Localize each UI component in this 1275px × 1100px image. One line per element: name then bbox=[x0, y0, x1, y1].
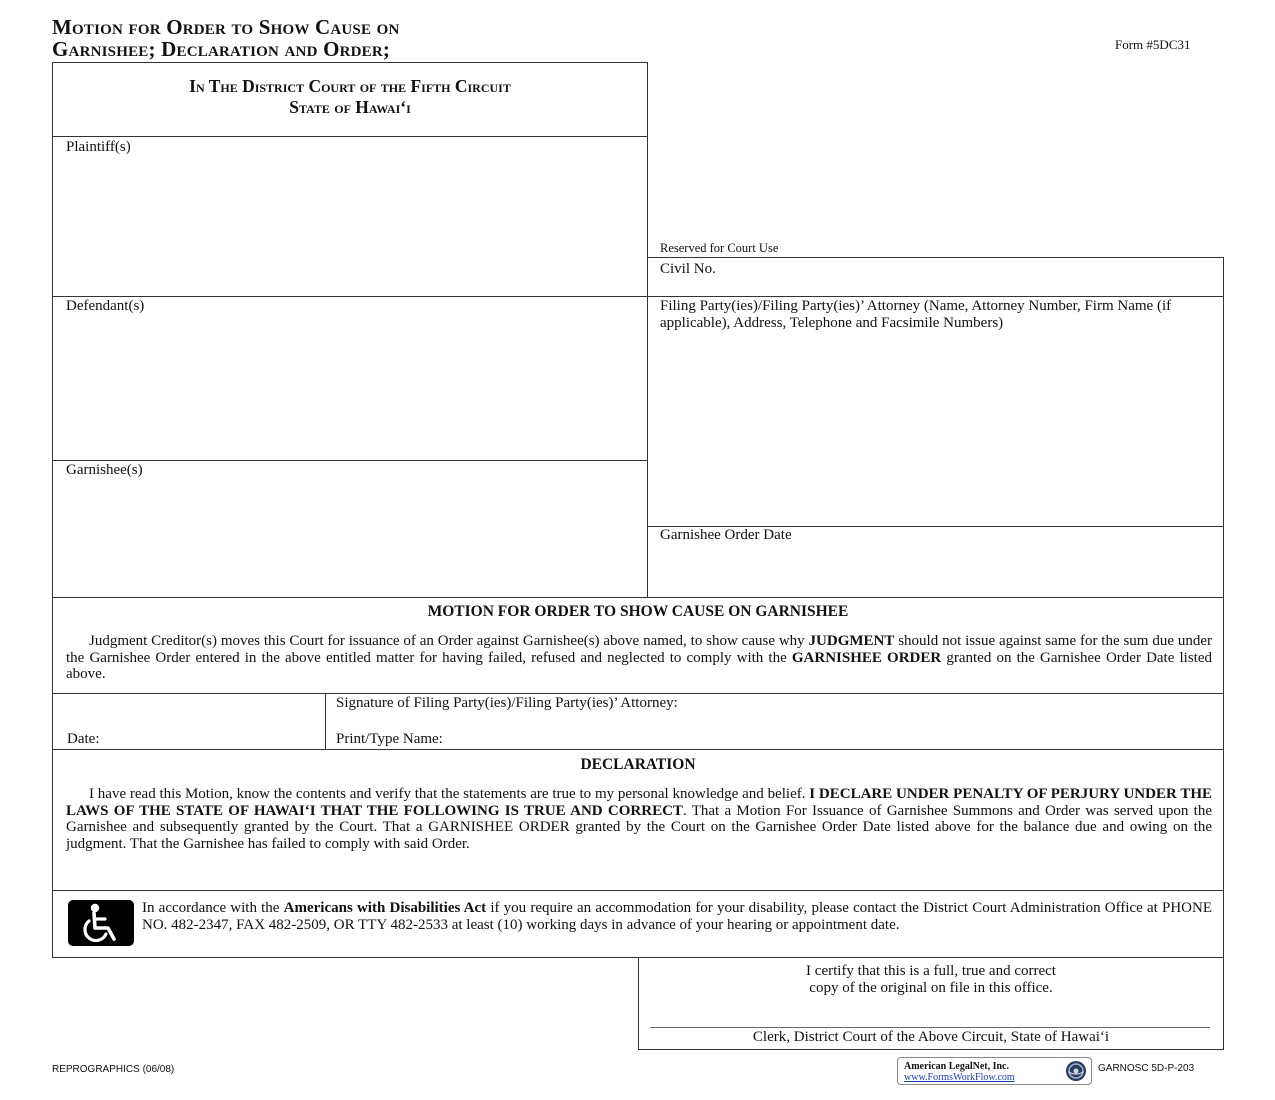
date-field[interactable]: Date: bbox=[67, 731, 100, 747]
vendor-link[interactable]: www.FormsWorkFlow.com bbox=[904, 1072, 1015, 1083]
declaration-text-a: I have read this Motion, know the contents and verify that the statements are true to my personal knowledge and belief. bbox=[89, 786, 810, 802]
declaration-text-b: . That a Motion For Issuance of Garnishee Summons and Order was served upon the Garnishee and subsequently granted by the Court. That a GARNISHEE ORDER granted by the Court on the Garnishee Order Date listed above for the balance due and owing on the judgment. That the Garnishee has failed to comply with said Order. bbox=[66, 802, 1212, 852]
ada-notice bbox=[142, 900, 1212, 933]
garnishee-field[interactable]: Garnishee(s) bbox=[66, 462, 143, 478]
form-code: GARNOSC 5D-P-203 bbox=[1098, 1063, 1195, 1074]
form-number: Form #5DC31 bbox=[1115, 37, 1191, 52]
left-column-right-border bbox=[647, 136, 648, 598]
signature-field[interactable]: Signature of Filing Party(ies)/Filing Party(ies)’ Attorney: bbox=[336, 695, 678, 711]
clerk-title: Clerk, District Court of the Above Circuit, State of Hawai‘i bbox=[752, 1029, 1110, 1045]
left-column-left-border bbox=[52, 136, 53, 598]
right-column-right-border bbox=[1223, 257, 1224, 598]
globe-icon bbox=[1065, 1060, 1087, 1082]
vendor-name: American LegalNet, Inc. bbox=[904, 1061, 1009, 1072]
certification-line2: copy of the original on file in this office. bbox=[809, 980, 1053, 996]
wheelchair-icon bbox=[68, 900, 134, 946]
divider-plaintiff bbox=[52, 296, 648, 297]
filing-party-field[interactable]: Filing Party(ies)/Filing Party(ies)’ Attorney (Name, Attorney Number, Firm Name (if applicable), Address, Telephone and Facsimile Numbers) bbox=[660, 298, 1172, 331]
motion-text-a: Judgment Creditor(s) moves this Court for issuance of an Order against Garnishee(s) above named, to show cause why bbox=[89, 633, 809, 649]
ada-text-a: In accordance with the bbox=[142, 900, 284, 916]
plaintiff-field[interactable]: Plaintiff(s) bbox=[66, 139, 131, 155]
garnishee-order-date-field[interactable]: Garnishee Order Date bbox=[660, 527, 792, 543]
print-name-field[interactable]: Print/Type Name: bbox=[336, 731, 443, 747]
motion-bold-garnishee-order: GARNISHEE ORDER bbox=[791, 649, 942, 666]
clerk-signature-line[interactable] bbox=[650, 1027, 1210, 1028]
court-state: State of Hawai‘i bbox=[289, 97, 411, 117]
certification-text bbox=[638, 963, 1224, 997]
certification-line1: I certify that this is a full, true and correct bbox=[806, 963, 1056, 979]
motion-text-b: should not issue against same for the sum due under the Garnishee Order entered in the above entitled matter for having failed, refused and neglected to comply with the bbox=[66, 633, 1212, 666]
civil-no-top-border bbox=[647, 257, 1224, 258]
court-name: In The District Court of the Fifth Circuit bbox=[189, 76, 511, 96]
divider-defendant bbox=[52, 460, 648, 461]
divider-signature-bottom bbox=[52, 749, 1224, 750]
ada-text-b: if you require an accommodation for your disability, please contact the District Court Administration Office at PHONE NO. 482-2347, FAX 482-2509, OR TTY 482-2533 at least (10) working days in advance of your hearing or appointment date. bbox=[142, 900, 1212, 933]
reprographics-note: REPROGRAPHICS (06/08) bbox=[52, 1064, 175, 1075]
civil-no-field[interactable]: Civil No. bbox=[660, 261, 716, 277]
declaration-bold-declare: I DECLARE UNDER PENALTY OF PERJURY UNDER THE LAWS OF THE STATE OF HAWAI‘I THAT THE FOLLOWING IS TRUE AND CORRECT bbox=[66, 786, 1212, 819]
declaration-text bbox=[66, 786, 1212, 852]
divider-date-signature bbox=[325, 693, 326, 749]
motion-heading: MOTION FOR ORDER TO SHOW CAUSE ON GARNISHEE bbox=[427, 603, 849, 620]
form-title bbox=[52, 16, 400, 60]
motion-bold-judgment: JUDGMENT bbox=[808, 633, 895, 649]
divider-ada bbox=[52, 890, 1224, 891]
motion-text bbox=[66, 633, 1212, 683]
form-title-line2: Garnishee; Declaration and Order; bbox=[52, 37, 391, 61]
form-title-line1: Motion for Order to Show Cause on bbox=[52, 15, 400, 39]
reserved-court-use: Reserved for Court Use bbox=[660, 241, 779, 255]
defendant-field[interactable]: Defendant(s) bbox=[66, 298, 145, 314]
court-heading bbox=[52, 76, 648, 118]
ada-bold-act: Americans with Disabilities Act bbox=[283, 900, 487, 916]
declaration-heading: DECLARATION bbox=[580, 756, 696, 773]
divider-civil-no bbox=[647, 296, 1224, 297]
divider-signature-top bbox=[52, 693, 1224, 694]
vendor-badge[interactable] bbox=[897, 1057, 1092, 1085]
motion-text-c: granted on the Garnishee Order Date listed above. bbox=[66, 649, 1213, 682]
